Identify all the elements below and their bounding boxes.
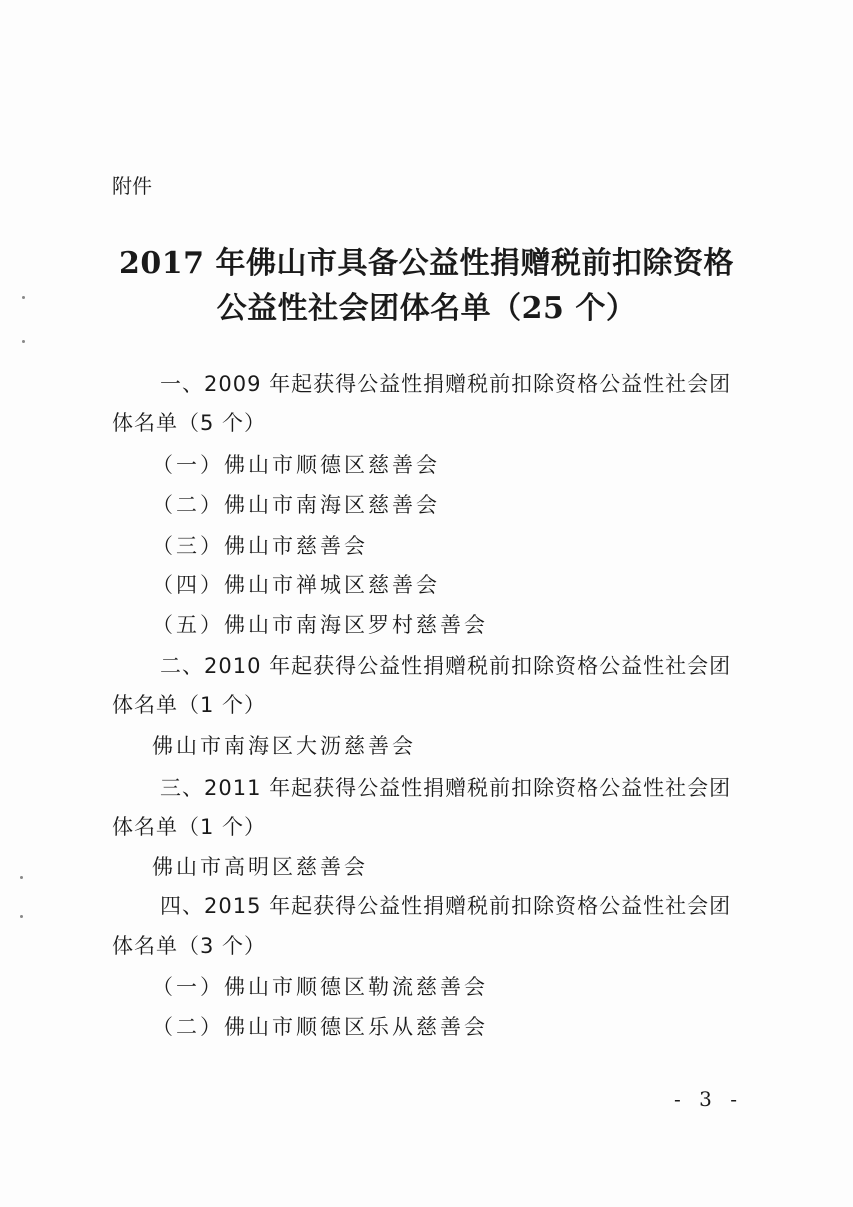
scan-speck [22, 296, 25, 299]
list-item: 佛山市高明区慈善会 [152, 855, 368, 879]
list-item: （三）佛山市慈善会 [152, 534, 368, 558]
list-item: （一）佛山市顺德区勒流慈善会 [152, 975, 488, 999]
section-2-heading: 二、2010 年起获得公益性捐赠税前扣除资格公益性社会团 [160, 654, 732, 678]
page-number: - 3 - [674, 1087, 743, 1111]
document-title-line-1: 2017 年佛山市具备公益性捐赠税前扣除资格 [119, 246, 734, 281]
list-item: 佛山市南海区大沥慈善会 [152, 734, 416, 758]
list-item: （四）佛山市禅城区慈善会 [152, 573, 440, 597]
section-2-heading-continued: 体名单（1 个） [112, 693, 267, 717]
scan-speck [22, 340, 25, 343]
list-item: （二）佛山市南海区慈善会 [152, 493, 440, 517]
section-3-heading-continued: 体名单（1 个） [112, 815, 267, 839]
list-item: （五）佛山市南海区罗村慈善会 [152, 613, 488, 637]
list-item: （二）佛山市顺德区乐从慈善会 [152, 1015, 488, 1039]
section-3-heading: 三、2011 年起获得公益性捐赠税前扣除资格公益性社会团 [160, 776, 732, 800]
section-4-heading: 四、2015 年起获得公益性捐赠税前扣除资格公益性社会团 [160, 894, 732, 918]
scan-speck [20, 876, 23, 879]
document-title-line-2: 公益性社会团体名单（25 个） [216, 291, 637, 326]
section-1-heading: 一、2009 年起获得公益性捐赠税前扣除资格公益性社会团 [160, 372, 732, 396]
scan-speck [20, 915, 23, 918]
section-4-heading-continued: 体名单（3 个） [112, 934, 267, 958]
attachment-label: 附件 [112, 174, 152, 198]
list-item: （一）佛山市顺德区慈善会 [152, 453, 440, 477]
section-1-heading-continued: 体名单（5 个） [112, 411, 267, 435]
